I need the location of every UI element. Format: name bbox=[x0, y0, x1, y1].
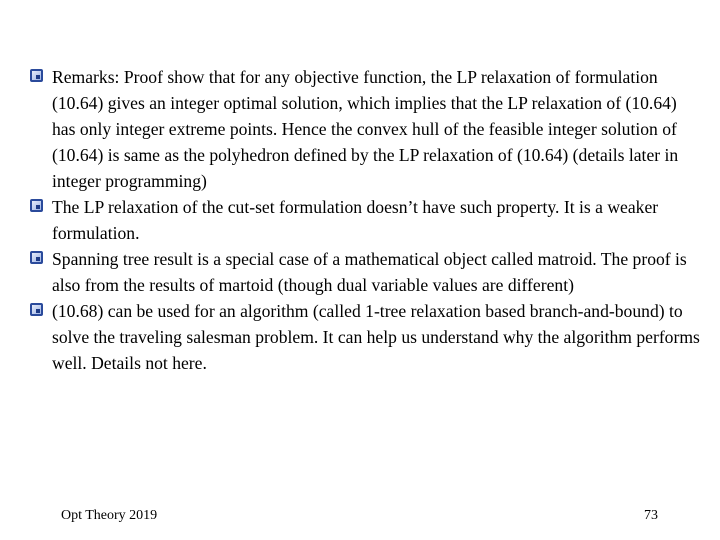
page-number: 73 bbox=[644, 508, 658, 523]
square-bullet-icon bbox=[30, 199, 43, 212]
square-bullet-icon bbox=[30, 251, 43, 264]
bullet-spanning-tree bbox=[30, 246, 700, 298]
bullet-algorithm bbox=[30, 298, 700, 376]
bullet-text: Spanning tree result is a special case of a mathematical object called matroid. The proof is also from the results of martoid (though dual variable values are different) bbox=[52, 249, 687, 295]
bullet-text: (10.68) can be used for an algorithm (called 1-tree relaxation based branch-and-bound) to solve the traveling salesman problem. It can help us understand why the algorithm performs well. Details not here. bbox=[52, 301, 700, 373]
bullet-list bbox=[30, 64, 700, 376]
bullet-text: The LP relaxation of the cut-set formulation doesn’t have such property. It is a weaker formulation. bbox=[52, 197, 659, 243]
bullet-remarks bbox=[30, 64, 700, 194]
footer-course-label: Opt Theory 2019 bbox=[61, 508, 158, 523]
bullet-text: Remarks: Proof show that for any objective function, the LP relaxation of formulation (10.64) gives an integer optimal solution, which implies that the LP relaxation of (10.64) has only integer extreme points. Hence the convex hull of the feasible integer solution of (10.64) is same as the polyhedron defined by the LP relaxation of (10.64) (details later in integer programming) bbox=[52, 67, 679, 191]
square-bullet-icon bbox=[30, 303, 43, 316]
bullet-cut-set bbox=[30, 194, 700, 246]
square-bullet-icon bbox=[30, 69, 43, 82]
